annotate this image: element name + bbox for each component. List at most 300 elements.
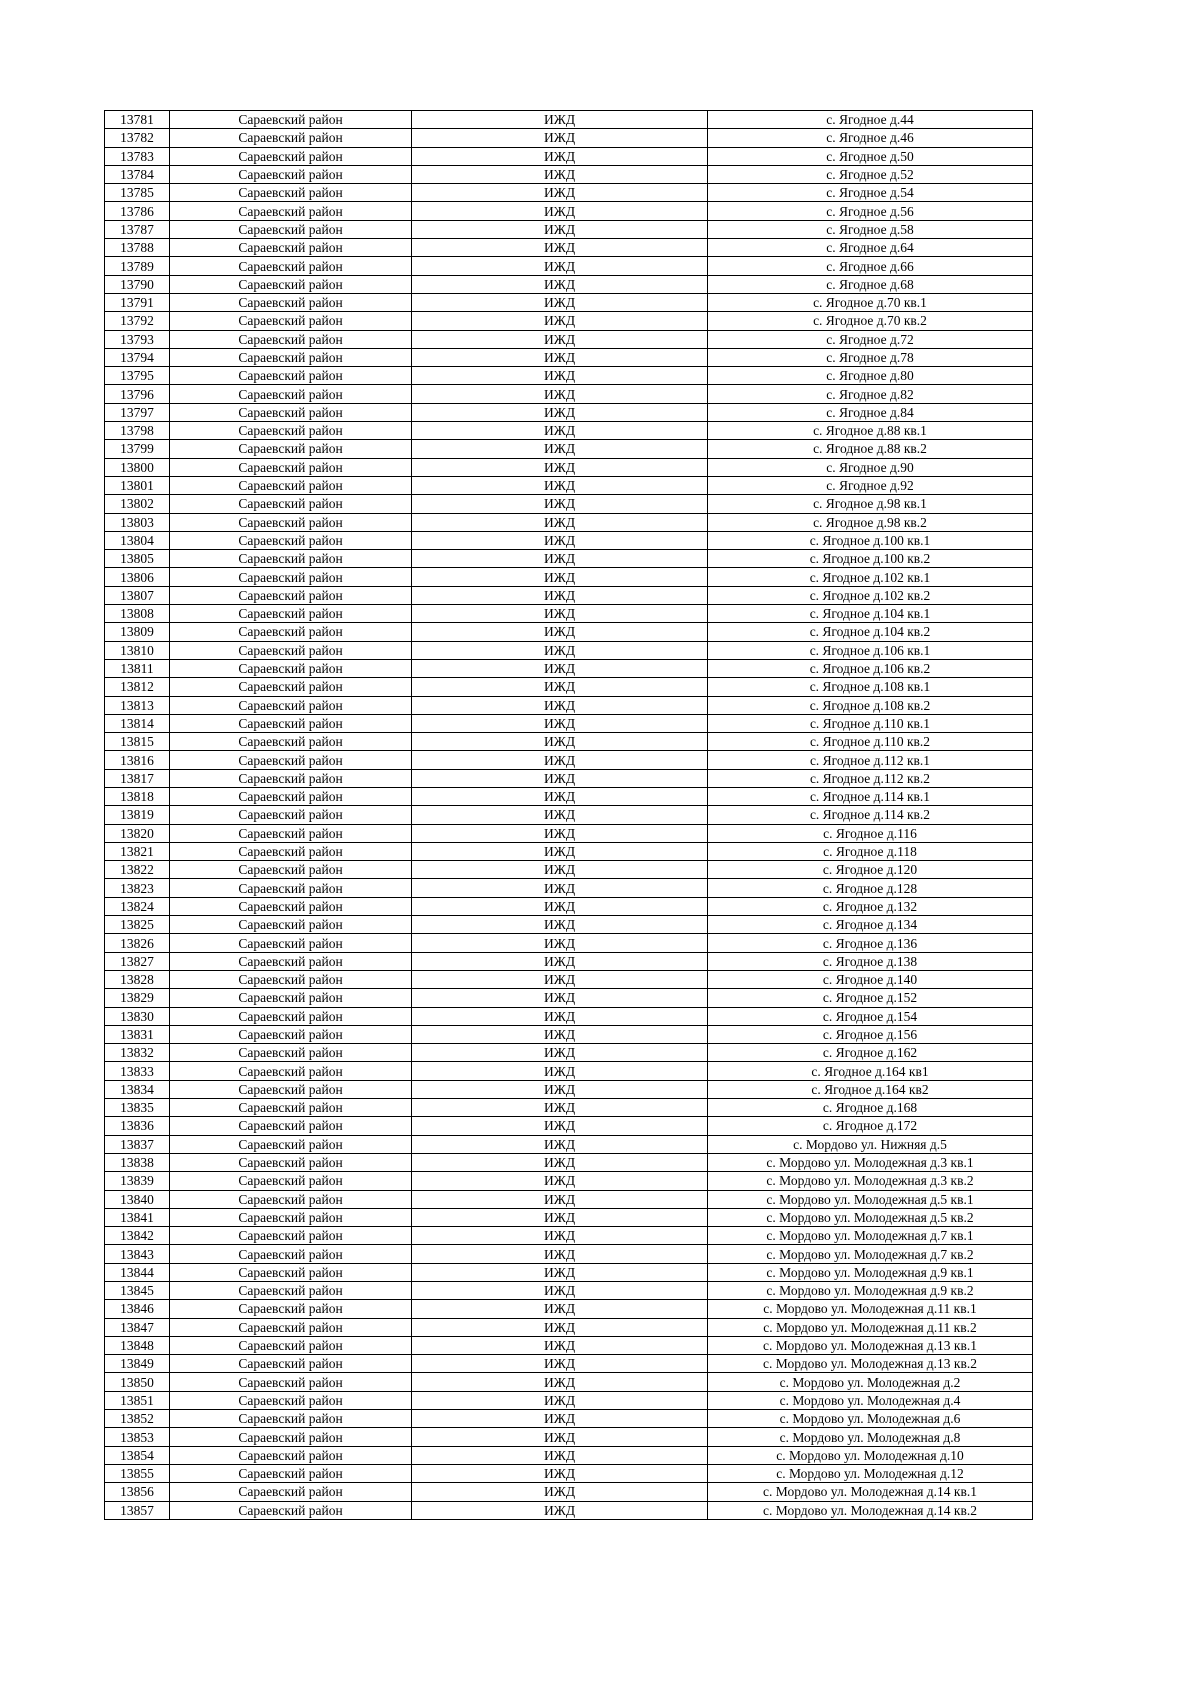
address-cell: с. Ягодное д.138	[708, 952, 1033, 970]
district-cell: Сараевский район	[170, 568, 412, 586]
building-type-cell: ИЖД	[412, 605, 708, 623]
row-number-cell: 13806	[105, 568, 170, 586]
district-cell: Сараевский район	[170, 586, 412, 604]
table-row	[105, 1044, 1033, 1062]
table-row	[105, 696, 1033, 714]
row-number-cell: 13786	[105, 202, 170, 220]
district-cell: Сараевский район	[170, 458, 412, 476]
address-cell: с. Ягодное д.78	[708, 348, 1033, 366]
building-type-cell: ИЖД	[412, 1153, 708, 1171]
table-row	[105, 202, 1033, 220]
district-cell: Сараевский район	[170, 1428, 412, 1446]
table-row	[105, 1391, 1033, 1409]
building-type-cell: ИЖД	[412, 1172, 708, 1190]
district-cell: Сараевский район	[170, 147, 412, 165]
address-cell: с. Мордово ул. Молодежная д.2	[708, 1373, 1033, 1391]
table-row	[105, 641, 1033, 659]
building-type-cell: ИЖД	[412, 129, 708, 147]
row-number-cell: 13816	[105, 751, 170, 769]
building-type-cell: ИЖД	[412, 1282, 708, 1300]
district-cell: Сараевский район	[170, 733, 412, 751]
district-cell: Сараевский район	[170, 1300, 412, 1318]
address-cell: с. Ягодное д.102 кв.1	[708, 568, 1033, 586]
address-cell: с. Мордово ул. Молодежная д.13 кв.2	[708, 1355, 1033, 1373]
building-type-cell: ИЖД	[412, 1391, 708, 1409]
district-cell: Сараевский район	[170, 1208, 412, 1226]
row-number-cell: 13823	[105, 879, 170, 897]
building-type-cell: ИЖД	[412, 367, 708, 385]
district-cell: Сараевский район	[170, 1355, 412, 1373]
address-cell: с. Мордово ул. Молодежная д.8	[708, 1428, 1033, 1446]
building-type-cell: ИЖД	[412, 1044, 708, 1062]
table-row	[105, 1190, 1033, 1208]
district-cell: Сараевский район	[170, 293, 412, 311]
district-cell: Сараевский район	[170, 1336, 412, 1354]
address-cell: с. Ягодное д.70 кв.2	[708, 312, 1033, 330]
table-row	[105, 1080, 1033, 1098]
row-number-cell: 13810	[105, 641, 170, 659]
district-cell: Сараевский район	[170, 165, 412, 183]
district-cell: Сараевский район	[170, 1153, 412, 1171]
district-cell: Сараевский район	[170, 1464, 412, 1482]
table-row	[105, 659, 1033, 677]
address-cell: с. Ягодное д.88 кв.2	[708, 440, 1033, 458]
row-number-cell: 13854	[105, 1446, 170, 1464]
address-cell: с. Ягодное д.88 кв.1	[708, 422, 1033, 440]
district-cell: Сараевский район	[170, 330, 412, 348]
address-cell: с. Ягодное д.100 кв.2	[708, 550, 1033, 568]
address-cell: с. Мордово ул. Молодежная д.6	[708, 1410, 1033, 1428]
district-cell: Сараевский район	[170, 806, 412, 824]
row-number-cell: 13802	[105, 495, 170, 513]
building-type-cell: ИЖД	[412, 1025, 708, 1043]
table-row	[105, 1007, 1033, 1025]
row-number-cell: 13846	[105, 1300, 170, 1318]
row-number-cell: 13824	[105, 897, 170, 915]
district-cell: Сараевский район	[170, 989, 412, 1007]
building-type-cell: ИЖД	[412, 111, 708, 129]
row-number-cell: 13796	[105, 385, 170, 403]
building-type-cell: ИЖД	[412, 1300, 708, 1318]
district-cell: Сараевский район	[170, 1190, 412, 1208]
district-cell: Сараевский район	[170, 312, 412, 330]
address-cell: с. Ягодное д.82	[708, 385, 1033, 403]
table-row	[105, 1282, 1033, 1300]
table-row	[105, 989, 1033, 1007]
address-cell: с. Ягодное д.110 кв.1	[708, 714, 1033, 732]
row-number-cell: 13799	[105, 440, 170, 458]
building-type-cell: ИЖД	[412, 1410, 708, 1428]
row-number-cell: 13826	[105, 934, 170, 952]
building-type-cell: ИЖД	[412, 879, 708, 897]
district-cell: Сараевский район	[170, 1172, 412, 1190]
building-type-cell: ИЖД	[412, 403, 708, 421]
table-row	[105, 897, 1033, 915]
table-row	[105, 458, 1033, 476]
address-cell: с. Ягодное д.114 кв.2	[708, 806, 1033, 824]
address-cell: с. Ягодное д.152	[708, 989, 1033, 1007]
district-cell: Сараевский район	[170, 879, 412, 897]
address-cell: с. Ягодное д.102 кв.2	[708, 586, 1033, 604]
row-number-cell: 13825	[105, 916, 170, 934]
district-cell: Сараевский район	[170, 1044, 412, 1062]
building-type-cell: ИЖД	[412, 1263, 708, 1281]
building-type-cell: ИЖД	[412, 714, 708, 732]
address-cell: с. Мордово ул. Молодежная д.3 кв.2	[708, 1172, 1033, 1190]
table-row	[105, 1025, 1033, 1043]
row-number-cell: 13788	[105, 239, 170, 257]
building-type-cell: ИЖД	[412, 1336, 708, 1354]
address-cell: с. Мордово ул. Молодежная д.14 кв.2	[708, 1501, 1033, 1519]
address-cell: с. Ягодное д.106 кв.1	[708, 641, 1033, 659]
row-number-cell: 13801	[105, 476, 170, 494]
table-row	[105, 1355, 1033, 1373]
address-cell: с. Ягодное д.110 кв.2	[708, 733, 1033, 751]
district-cell: Сараевский район	[170, 751, 412, 769]
address-cell: с. Ягодное д.100 кв.1	[708, 531, 1033, 549]
building-type-cell: ИЖД	[412, 458, 708, 476]
row-number-cell: 13808	[105, 605, 170, 623]
district-cell: Сараевский район	[170, 1446, 412, 1464]
address-cell: с. Мордово ул. Молодежная д.5 кв.2	[708, 1208, 1033, 1226]
table-row	[105, 605, 1033, 623]
district-cell: Сараевский район	[170, 1025, 412, 1043]
building-type-cell: ИЖД	[412, 513, 708, 531]
row-number-cell: 13849	[105, 1355, 170, 1373]
row-number-cell: 13820	[105, 824, 170, 842]
row-number-cell: 13809	[105, 623, 170, 641]
address-cell: с. Мордово ул. Молодежная д.3 кв.1	[708, 1153, 1033, 1171]
building-type-cell: ИЖД	[412, 568, 708, 586]
table-row	[105, 184, 1033, 202]
address-cell: с. Ягодное д.132	[708, 897, 1033, 915]
district-cell: Сараевский район	[170, 623, 412, 641]
district-cell: Сараевский район	[170, 1135, 412, 1153]
row-number-cell: 13800	[105, 458, 170, 476]
address-cell: с. Ягодное д.156	[708, 1025, 1033, 1043]
address-cell: с. Ягодное д.114 кв.1	[708, 787, 1033, 805]
table-row	[105, 513, 1033, 531]
row-number-cell: 13783	[105, 147, 170, 165]
building-type-cell: ИЖД	[412, 970, 708, 988]
address-cell: с. Ягодное д.56	[708, 202, 1033, 220]
row-number-cell: 13831	[105, 1025, 170, 1043]
row-number-cell: 13855	[105, 1464, 170, 1482]
address-cell: с. Ягодное д.136	[708, 934, 1033, 952]
table-row	[105, 1336, 1033, 1354]
address-cell: с. Ягодное д.106 кв.2	[708, 659, 1033, 677]
row-number-cell: 13848	[105, 1336, 170, 1354]
address-cell: с. Ягодное д.172	[708, 1117, 1033, 1135]
district-cell: Сараевский район	[170, 1263, 412, 1281]
row-number-cell: 13853	[105, 1428, 170, 1446]
table-row	[105, 129, 1033, 147]
building-type-cell: ИЖД	[412, 275, 708, 293]
table-row	[105, 1062, 1033, 1080]
table-row	[105, 1208, 1033, 1226]
table-row	[105, 733, 1033, 751]
row-number-cell: 13792	[105, 312, 170, 330]
address-cell: с. Ягодное д.64	[708, 239, 1033, 257]
table-row	[105, 1153, 1033, 1171]
row-number-cell: 13784	[105, 165, 170, 183]
row-number-cell: 13856	[105, 1483, 170, 1501]
building-type-cell: ИЖД	[412, 495, 708, 513]
district-cell: Сараевский район	[170, 842, 412, 860]
row-number-cell: 13839	[105, 1172, 170, 1190]
table-row	[105, 623, 1033, 641]
district-cell: Сараевский район	[170, 275, 412, 293]
table-row	[105, 586, 1033, 604]
building-type-cell: ИЖД	[412, 1483, 708, 1501]
district-cell: Сараевский район	[170, 220, 412, 238]
district-cell: Сараевский район	[170, 1483, 412, 1501]
row-number-cell: 13782	[105, 129, 170, 147]
building-type-cell: ИЖД	[412, 165, 708, 183]
building-type-cell: ИЖД	[412, 440, 708, 458]
address-cell: с. Мордово ул. Молодежная д.10	[708, 1446, 1033, 1464]
table-row	[105, 916, 1033, 934]
address-cell: с. Ягодное д.164 кв1	[708, 1062, 1033, 1080]
address-cell: с. Ягодное д.44	[708, 111, 1033, 129]
table-row	[105, 1410, 1033, 1428]
building-type-cell: ИЖД	[412, 422, 708, 440]
address-cell: с. Мордово ул. Молодежная д.4	[708, 1391, 1033, 1409]
district-cell: Сараевский район	[170, 1282, 412, 1300]
row-number-cell: 13821	[105, 842, 170, 860]
table-row	[105, 293, 1033, 311]
building-type-cell: ИЖД	[412, 806, 708, 824]
building-type-cell: ИЖД	[412, 476, 708, 494]
district-cell: Сараевский район	[170, 1501, 412, 1519]
address-cell: с. Ягодное д.54	[708, 184, 1033, 202]
table-row	[105, 934, 1033, 952]
address-cell: с. Мордово ул. Молодежная д.9 кв.2	[708, 1282, 1033, 1300]
table-row	[105, 385, 1033, 403]
district-cell: Сараевский район	[170, 385, 412, 403]
building-type-cell: ИЖД	[412, 330, 708, 348]
district-cell: Сараевский район	[170, 1080, 412, 1098]
address-cell: с. Ягодное д.134	[708, 916, 1033, 934]
address-cell: с. Ягодное д.50	[708, 147, 1033, 165]
district-cell: Сараевский район	[170, 641, 412, 659]
district-cell: Сараевский район	[170, 348, 412, 366]
district-cell: Сараевский район	[170, 1227, 412, 1245]
address-cell: с. Ягодное д.92	[708, 476, 1033, 494]
row-number-cell: 13812	[105, 678, 170, 696]
address-cell: с. Ягодное д.118	[708, 842, 1033, 860]
row-number-cell: 13817	[105, 769, 170, 787]
table-row	[105, 1428, 1033, 1446]
address-cell: с. Ягодное д.154	[708, 1007, 1033, 1025]
address-cell: с. Ягодное д.90	[708, 458, 1033, 476]
table-row	[105, 440, 1033, 458]
row-number-cell: 13829	[105, 989, 170, 1007]
row-number-cell: 13850	[105, 1373, 170, 1391]
district-cell: Сараевский район	[170, 605, 412, 623]
building-type-cell: ИЖД	[412, 1501, 708, 1519]
address-cell: с. Ягодное д.108 кв.2	[708, 696, 1033, 714]
district-cell: Сараевский район	[170, 1062, 412, 1080]
building-type-cell: ИЖД	[412, 1227, 708, 1245]
table-row	[105, 1263, 1033, 1281]
building-type-cell: ИЖД	[412, 1190, 708, 1208]
building-type-cell: ИЖД	[412, 824, 708, 842]
building-type-cell: ИЖД	[412, 312, 708, 330]
address-cell: с. Ягодное д.58	[708, 220, 1033, 238]
address-cell: с. Мордово ул. Молодежная д.11 кв.2	[708, 1318, 1033, 1336]
address-cell: с. Мордово ул. Молодежная д.7 кв.1	[708, 1227, 1033, 1245]
row-number-cell: 13795	[105, 367, 170, 385]
row-number-cell: 13781	[105, 111, 170, 129]
row-number-cell: 13804	[105, 531, 170, 549]
table-row	[105, 476, 1033, 494]
district-cell: Сараевский район	[170, 495, 412, 513]
district-cell: Сараевский район	[170, 440, 412, 458]
row-number-cell: 13819	[105, 806, 170, 824]
building-type-cell: ИЖД	[412, 1245, 708, 1263]
table-row	[105, 1172, 1033, 1190]
district-cell: Сараевский район	[170, 403, 412, 421]
row-number-cell: 13818	[105, 787, 170, 805]
district-cell: Сараевский район	[170, 1410, 412, 1428]
table-row	[105, 550, 1033, 568]
address-cell: с. Ягодное д.162	[708, 1044, 1033, 1062]
row-number-cell: 13791	[105, 293, 170, 311]
address-cell: с. Мордово ул. Молодежная д.5 кв.1	[708, 1190, 1033, 1208]
building-type-cell: ИЖД	[412, 952, 708, 970]
building-type-cell: ИЖД	[412, 293, 708, 311]
district-cell: Сараевский район	[170, 129, 412, 147]
building-type-cell: ИЖД	[412, 1446, 708, 1464]
building-type-cell: ИЖД	[412, 1464, 708, 1482]
row-number-cell: 13847	[105, 1318, 170, 1336]
building-type-cell: ИЖД	[412, 623, 708, 641]
row-number-cell: 13790	[105, 275, 170, 293]
row-number-cell: 13832	[105, 1044, 170, 1062]
address-cell: с. Ягодное д.120	[708, 861, 1033, 879]
address-cell: с. Ягодное д.112 кв.2	[708, 769, 1033, 787]
district-cell: Сараевский район	[170, 1373, 412, 1391]
building-type-cell: ИЖД	[412, 934, 708, 952]
building-type-cell: ИЖД	[412, 842, 708, 860]
row-number-cell: 13798	[105, 422, 170, 440]
row-number-cell: 13811	[105, 659, 170, 677]
building-type-cell: ИЖД	[412, 1062, 708, 1080]
table-row	[105, 531, 1033, 549]
table-row	[105, 842, 1033, 860]
address-cell: с. Мордово ул. Молодежная д.13 кв.1	[708, 1336, 1033, 1354]
building-type-cell: ИЖД	[412, 1428, 708, 1446]
address-cell: с. Ягодное д.108 кв.1	[708, 678, 1033, 696]
building-type-cell: ИЖД	[412, 348, 708, 366]
district-cell: Сараевский район	[170, 367, 412, 385]
district-cell: Сараевский район	[170, 1117, 412, 1135]
district-cell: Сараевский район	[170, 550, 412, 568]
table-row	[105, 952, 1033, 970]
district-cell: Сараевский район	[170, 513, 412, 531]
address-cell: с. Ягодное д.66	[708, 257, 1033, 275]
housing-registry-table	[104, 110, 1033, 1520]
district-cell: Сараевский район	[170, 111, 412, 129]
building-type-cell: ИЖД	[412, 897, 708, 915]
district-cell: Сараевский район	[170, 184, 412, 202]
building-type-cell: ИЖД	[412, 1117, 708, 1135]
table-row	[105, 1227, 1033, 1245]
building-type-cell: ИЖД	[412, 1007, 708, 1025]
district-cell: Сараевский район	[170, 531, 412, 549]
table-row	[105, 751, 1033, 769]
row-number-cell: 13793	[105, 330, 170, 348]
row-number-cell: 13837	[105, 1135, 170, 1153]
table-row	[105, 312, 1033, 330]
table-row	[105, 714, 1033, 732]
table-row	[105, 970, 1033, 988]
row-number-cell: 13843	[105, 1245, 170, 1263]
address-cell: с. Ягодное д.116	[708, 824, 1033, 842]
address-cell: с. Ягодное д.112 кв.1	[708, 751, 1033, 769]
row-number-cell: 13844	[105, 1263, 170, 1281]
table-row	[105, 824, 1033, 842]
address-cell: с. Ягодное д.104 кв.1	[708, 605, 1033, 623]
building-type-cell: ИЖД	[412, 733, 708, 751]
building-type-cell: ИЖД	[412, 678, 708, 696]
table-row	[105, 1318, 1033, 1336]
district-cell: Сараевский район	[170, 476, 412, 494]
building-type-cell: ИЖД	[412, 531, 708, 549]
address-cell: с. Ягодное д.104 кв.2	[708, 623, 1033, 641]
table-row	[105, 1245, 1033, 1263]
building-type-cell: ИЖД	[412, 586, 708, 604]
row-number-cell: 13789	[105, 257, 170, 275]
building-type-cell: ИЖД	[412, 184, 708, 202]
address-cell: с. Ягодное д.70 кв.1	[708, 293, 1033, 311]
district-cell: Сараевский район	[170, 696, 412, 714]
district-cell: Сараевский район	[170, 1318, 412, 1336]
address-cell: с. Ягодное д.140	[708, 970, 1033, 988]
building-type-cell: ИЖД	[412, 202, 708, 220]
address-cell: с. Ягодное д.72	[708, 330, 1033, 348]
table-row	[105, 769, 1033, 787]
district-cell: Сараевский район	[170, 1099, 412, 1117]
building-type-cell: ИЖД	[412, 696, 708, 714]
row-number-cell: 13787	[105, 220, 170, 238]
table-row	[105, 787, 1033, 805]
district-cell: Сараевский район	[170, 714, 412, 732]
address-cell: с. Ягодное д.80	[708, 367, 1033, 385]
table-row	[105, 1135, 1033, 1153]
district-cell: Сараевский район	[170, 787, 412, 805]
district-cell: Сараевский район	[170, 824, 412, 842]
row-number-cell: 13835	[105, 1099, 170, 1117]
table-row	[105, 861, 1033, 879]
building-type-cell: ИЖД	[412, 550, 708, 568]
address-cell: с. Ягодное д.68	[708, 275, 1033, 293]
building-type-cell: ИЖД	[412, 385, 708, 403]
row-number-cell: 13830	[105, 1007, 170, 1025]
table-row	[105, 1099, 1033, 1117]
table-row	[105, 147, 1033, 165]
district-cell: Сараевский район	[170, 202, 412, 220]
table-row	[105, 1501, 1033, 1519]
building-type-cell: ИЖД	[412, 769, 708, 787]
table-row	[105, 165, 1033, 183]
table-row	[105, 1373, 1033, 1391]
address-cell: с. Мордово ул. Молодежная д.14 кв.1	[708, 1483, 1033, 1501]
district-cell: Сараевский район	[170, 952, 412, 970]
district-cell: Сараевский район	[170, 970, 412, 988]
row-number-cell: 13794	[105, 348, 170, 366]
